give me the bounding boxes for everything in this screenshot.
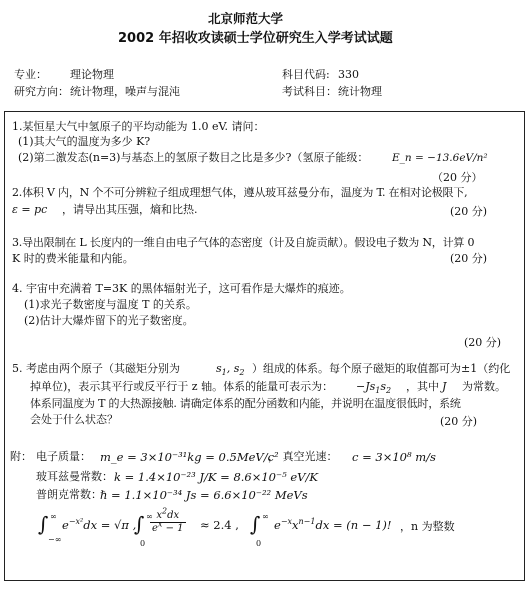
q1-formula: E_n = −13.6eV/n² bbox=[392, 152, 488, 164]
q3-line1: 3.导出限制在 L 长度内的一维自由电子气体的态密度（计及自旋贡献）。假设电子数为 N，计算 0 bbox=[12, 236, 475, 249]
code-label: 科目代码: bbox=[282, 68, 330, 81]
q5-line4: 会处于什么状态？ bbox=[30, 413, 118, 426]
light-speed-label: ， 真空光速： bbox=[268, 450, 338, 463]
gaussian-integral-upper-limit: ∞ bbox=[50, 512, 57, 521]
appendix-label: 附： bbox=[10, 450, 32, 463]
q5-line2c: 为常数。 bbox=[462, 380, 506, 393]
gamma-integral-upper-limit: ∞ bbox=[262, 512, 269, 521]
q2-line2: ，请导出其压强，熵和比热. bbox=[62, 203, 198, 216]
planck-label: 普朗克常数： bbox=[36, 488, 102, 501]
major-label: 专业： bbox=[14, 68, 47, 81]
q4-line2: (1)求光子数密度与温度 T 的关系。 bbox=[24, 298, 197, 311]
electron-mass-label: 电子质量： bbox=[36, 450, 91, 463]
q2-score: (20 分) bbox=[450, 205, 488, 218]
q4-line1: 4. 宇宙中充满着 T=3K 的黑体辐射光子，这可看作是大爆炸的痕迹。 bbox=[12, 282, 351, 295]
q3-score: (20 分) bbox=[450, 252, 488, 265]
q5-line2b: ，其中 bbox=[406, 380, 439, 393]
q1-line1: 1.某恒星大气中氢原子的平均动能为 1.0 eV. 请问： bbox=[12, 120, 265, 133]
q1-score: （20 分） bbox=[432, 171, 483, 184]
subject-value: 统计物理 bbox=[338, 85, 382, 98]
planck-integral-fraction: $\frac{x^2dx}{e^x - 1}$ bbox=[152, 506, 184, 534]
boltzmann-value: k = 1.4×10⁻²³ J/K = 8.6×10⁻⁵ eV/K bbox=[114, 470, 318, 484]
direction-label: 研究方向： bbox=[14, 85, 69, 98]
q5-moments: $s_1$, $s_2$ bbox=[216, 362, 245, 378]
gamma-integral-lower-limit: 0 bbox=[256, 539, 262, 548]
exam-title: 2002 年招收攻读硕士学位研究生入学考试试题 bbox=[118, 31, 393, 46]
gaussian-integral-lower-limit: −∞ bbox=[48, 535, 62, 544]
q5-J-symbol: J bbox=[442, 380, 447, 393]
subject-label: 考试科目： bbox=[282, 85, 337, 98]
boltzmann-label: 玻耳兹曼常数： bbox=[36, 470, 113, 483]
electron-mass-value: m_e = 3×10⁻³¹kg = 0.5MeV/c² bbox=[100, 450, 279, 464]
q5-line3: 体系同温度为 T 的大热源接触. 请确定体系的配分函数和内能，并说明在温度很低时，系统 bbox=[30, 397, 461, 410]
integral-note: ，n 为整数 bbox=[400, 520, 455, 533]
planck-integral-lower-limit: 0 bbox=[140, 539, 146, 548]
gaussian-integral-sign: ∫ bbox=[38, 512, 49, 536]
q2-line1: 2.体积 V 内，N 个不可分辨粒子组成理想气体，遵从玻耳兹曼分布，温度为 T. 在相对论极限下, bbox=[12, 186, 468, 199]
q1-line2: (1)其大气的温度为多少 K? bbox=[18, 135, 151, 148]
university-name: 北京师范大学 bbox=[208, 11, 284, 26]
light-speed-value: c = 3×10⁸ m/s bbox=[352, 450, 436, 464]
code-value: 330 bbox=[338, 68, 359, 81]
q5-line2a: 掉单位)，表示其平行或反平行于 z 轴。体系的能量可表示为： bbox=[30, 380, 334, 393]
q2-formula: ε = pc bbox=[12, 203, 48, 216]
planck-value: ℏ = 1.1×10⁻³⁴ Js = 6.6×10⁻²² MeVs bbox=[100, 488, 308, 502]
q4-line3: (2)估计大爆炸留下的光子数密度。 bbox=[24, 314, 194, 327]
gamma-integral: $e^{-x}x^{n-1}dx = (n - 1)$! bbox=[274, 517, 392, 532]
q5-energy-formula: $-Js_1s_2$ bbox=[356, 380, 392, 396]
q3-line2: K 时的费米能量和内能。 bbox=[12, 252, 134, 265]
planck-integral-sign: ∫ bbox=[134, 512, 145, 536]
q5-line1a: 5. 考虑由两个原子（其磁矩分别为 bbox=[12, 362, 180, 375]
gaussian-integral: $e^{-x^2}dx = √\pi$ , bbox=[62, 517, 137, 532]
gamma-integral-sign: ∫ bbox=[250, 512, 261, 536]
q1-line3: (2)第二激发态(n=3)与基态上的氢原子数目之比是多少?（氢原子能级： bbox=[18, 151, 369, 164]
planck-integral-upper-limit: ∞ bbox=[146, 512, 153, 521]
major-value: 理论物理 bbox=[70, 68, 114, 81]
direction-value: 统计物理，噪声与混沌 bbox=[70, 85, 180, 98]
planck-integral-result: ≈ 2.4 , bbox=[200, 518, 239, 532]
q5-score: (20 分) bbox=[440, 415, 478, 428]
q4-score: (20 分) bbox=[464, 336, 502, 349]
q5-line1b: ）组成的体系。每个原子磁矩的取值都可为±1（约化 bbox=[252, 362, 511, 375]
